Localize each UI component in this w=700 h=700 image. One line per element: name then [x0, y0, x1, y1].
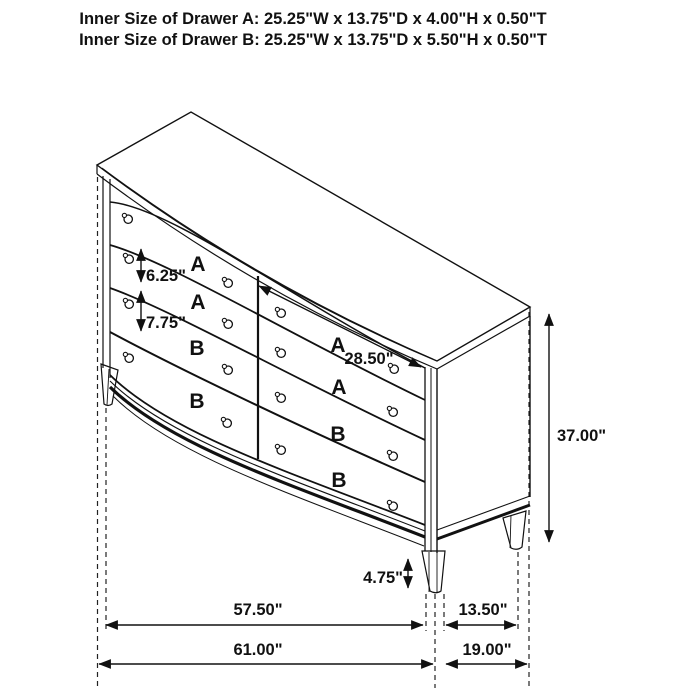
left-corner-post: [103, 176, 110, 378]
leg-height-label: 4.75": [363, 569, 403, 587]
knob-icon: [123, 298, 133, 308]
knob-icon: [222, 277, 232, 287]
drawer-label: B: [330, 423, 346, 446]
knob-icon: [387, 406, 397, 416]
knob-icon: [275, 444, 285, 454]
leg-to-leg-depth-label: 13.50": [458, 601, 508, 619]
drawer-b-height-label: 7.75": [146, 314, 186, 332]
knob-icon: [275, 307, 285, 317]
drawer-a-height-label: 6.25": [146, 267, 186, 285]
overall-height-label: 37.00": [557, 427, 607, 445]
drawer-label: A: [190, 291, 206, 314]
knob-icon: [387, 450, 397, 460]
drawer-label: A: [331, 376, 347, 399]
knob-icon: [387, 500, 397, 510]
right-corner-post: [425, 367, 437, 553]
header-line-2: Inner Size of Drawer B: 25.25"W x 13.75"D x 5.50"H x 0.50"T: [79, 31, 547, 49]
overall-depth-label: 19.00": [462, 641, 512, 659]
drawer-letter-labels: [189, 253, 346, 492]
drawer-label: A: [190, 253, 206, 276]
knob-icon: [275, 347, 285, 357]
knob-icon: [275, 392, 285, 402]
drawer-label: B: [189, 390, 205, 413]
drawer-label: A: [330, 334, 346, 357]
knob-icon: [222, 364, 232, 374]
back-right-leg: [503, 511, 526, 549]
overall-width-label: 61.00": [233, 641, 283, 659]
dimension-labels: [146, 267, 606, 659]
front-right-leg: [422, 551, 445, 593]
width-between-legs-label: 57.50": [233, 601, 283, 619]
header-line-1: Inner Size of Drawer A: 25.25"W x 13.75"D x 4.00"H x 0.50"T: [79, 10, 547, 28]
drawer-opening-width-label: 28.50": [344, 350, 394, 368]
knob-icon: [123, 253, 133, 263]
drawer-label: B: [189, 337, 205, 360]
drawer-label: B: [331, 469, 347, 492]
knob-icon: [222, 318, 232, 328]
drawer-front-curves: [110, 202, 425, 546]
side-panel: [437, 316, 530, 539]
knob-icon: [221, 417, 231, 427]
knob-icon: [123, 352, 133, 362]
knob-icon: [122, 213, 132, 223]
